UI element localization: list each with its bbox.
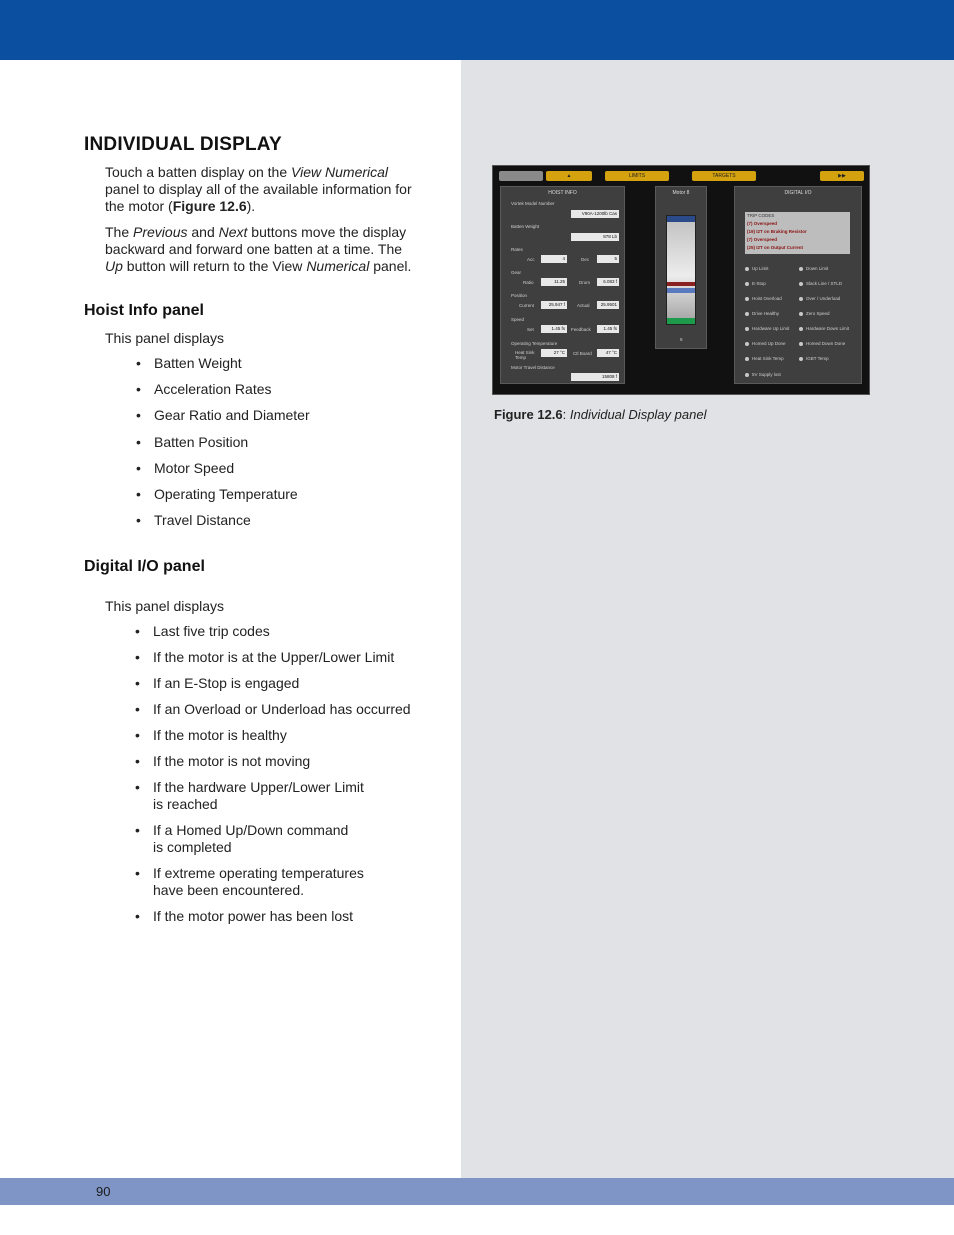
dio-label: 5V Supply lost — [752, 372, 781, 377]
trip-code: (7) Overspeed — [747, 221, 778, 226]
status-led-icon — [799, 267, 803, 271]
actual-label: Actual — [577, 303, 590, 308]
feedback-label: Feedback — [571, 327, 591, 332]
status-led-icon — [745, 267, 749, 271]
status-led-icon — [799, 327, 803, 331]
list-item: • Last five trip codes — [135, 623, 435, 640]
heatsink-label: Heat Sink Temp — [515, 350, 535, 360]
drum-label: Drum — [579, 280, 590, 285]
weight-value: 878 Lb — [571, 233, 619, 241]
dio-label: Homed Down Done — [806, 341, 846, 346]
ratio-value: 11.25 — [541, 278, 567, 286]
actual-value: 25.9501 — [597, 301, 619, 309]
acc-value: 4 — [541, 255, 567, 263]
numerical-term: Numerical — [306, 258, 370, 274]
dio-label: Heat Sink Temp — [752, 356, 784, 361]
travel-label: Motor Travel Distance — [511, 365, 555, 370]
travel-value: 15808 f — [571, 373, 619, 381]
intro-text: Touch a batten display on the — [105, 164, 292, 180]
navigation-paragraph — [105, 224, 415, 275]
status-led-icon — [745, 357, 749, 361]
figure-caption: Figure 12.6: Individual Display panel — [494, 407, 707, 422]
dio-label: IGBT Temp — [806, 356, 829, 361]
status-led-icon — [745, 297, 749, 301]
model-label: Vortek Model Number — [511, 201, 555, 206]
header-bar — [0, 0, 954, 60]
toolbar-previous-button — [499, 171, 543, 181]
upper-limit-marker — [667, 216, 695, 222]
status-led-icon — [799, 357, 803, 361]
nav-text-3: buttons move the display backward and forward one batten at a time. The — [105, 224, 407, 257]
hoist-info-subpanel — [500, 186, 625, 384]
trip-code: (19) I2T on Braking Resistor — [747, 229, 807, 234]
toolbar-limits-button: LIMITS — [605, 171, 669, 181]
nav-text-4: button will return to the View — [122, 258, 307, 274]
status-led-icon — [745, 342, 749, 346]
lower-limit-marker — [667, 318, 695, 324]
intro-text-2: panel to display all of the available information for the motor ( — [105, 181, 412, 214]
ratio-label: Ratio — [523, 280, 534, 285]
dio-label: Hoist Overload — [752, 296, 782, 301]
speed-label: Speed — [511, 317, 525, 322]
list-item: • Motor Speed — [136, 460, 310, 477]
hoist-info-heading: Hoist Info panel — [84, 302, 204, 319]
status-led-icon — [745, 373, 749, 377]
batten-position-bar — [666, 215, 696, 325]
list-item: • Batten Position — [136, 434, 310, 451]
rates-label: Rates — [511, 247, 523, 252]
dio-label: Homed Up Done — [752, 341, 786, 346]
dec-value: 5 — [597, 255, 619, 263]
hoist-info-list — [136, 355, 310, 538]
previous-term: Previous — [133, 224, 188, 240]
intro-paragraph — [105, 164, 415, 215]
list-item: • If the motor power has been lost — [135, 908, 435, 925]
acc-label: Acc — [527, 257, 535, 262]
current-value: 25.947 f — [541, 301, 567, 309]
set-value: 1.45 fs — [541, 325, 567, 333]
list-item: • Operating Temperature — [136, 486, 310, 503]
digital-io-heading: Digital I/O panel — [84, 558, 205, 575]
list-item: • If an E-Stop is engaged — [135, 675, 435, 692]
dio-label: Hardware Down Limit — [806, 326, 850, 331]
status-led-icon — [745, 312, 749, 316]
dio-label: Down Limit — [806, 266, 829, 271]
list-item: • If the motor is not moving — [135, 753, 435, 770]
dio-label: Drive Healthy — [752, 311, 780, 316]
status-led-icon — [799, 297, 803, 301]
dio-label: Up Limit — [752, 266, 769, 271]
nav-text-5: panel. — [369, 258, 412, 274]
ctl-board-label: Ctl Board — [573, 351, 592, 356]
temperature-label: Operating Temperature — [511, 341, 558, 346]
list-item: • Gear Ratio and Diameter — [136, 407, 310, 424]
feedback-value: 1.45 fs — [597, 325, 619, 333]
list-item: • If the motor is healthy — [135, 727, 435, 744]
digital-io-list — [135, 623, 435, 934]
trip-code: (25) I2T on Output Current — [747, 245, 803, 250]
gear-label: Gear — [511, 270, 522, 275]
nav-text-2: and — [187, 224, 219, 240]
dec-label: Dec — [581, 257, 590, 262]
status-led-icon — [799, 282, 803, 286]
nav-text: The — [105, 224, 134, 240]
digital-io-lead: This panel displays — [105, 598, 225, 614]
list-item: • If an Overload or Underload has occurred — [135, 701, 435, 718]
trip-codes-box — [745, 212, 850, 254]
motor-number: 8 — [680, 337, 683, 342]
status-led-icon — [799, 342, 803, 346]
list-item: • If a Homed Up/Down command is completed — [135, 822, 360, 856]
digital-io-title: DIGITAL I/O — [784, 190, 812, 196]
dio-label: E-Stop — [752, 281, 766, 286]
position-label: Position — [511, 293, 528, 298]
weight-label: Batten Weight — [511, 224, 540, 229]
intro-emph: View Numerical — [291, 164, 389, 180]
model-value: V90A-1200lb Cas — [571, 210, 619, 218]
status-led-icon — [745, 327, 749, 331]
toolbar-up-button: ▲ — [546, 171, 592, 181]
section-title: INDIVIDUAL DISPLAY — [84, 134, 282, 155]
toolbar-targets-button: TARGETS — [692, 171, 756, 181]
digital-io-subpanel — [734, 186, 862, 384]
footer-bar — [0, 1178, 954, 1205]
drum-value: 6.083 f — [597, 278, 619, 286]
list-item: • Batten Weight — [136, 355, 310, 372]
figure-caption-text: Individual Display panel — [569, 407, 707, 422]
individual-display-screenshot — [492, 165, 870, 395]
dio-label: Hardware Up Limit — [752, 326, 790, 331]
motor-title: Motor 8 — [672, 190, 690, 196]
status-led-icon — [745, 282, 749, 286]
heatsink-value: 27 °C — [541, 349, 567, 357]
list-item: • If extreme operating temperatures have been encountered. — [135, 865, 365, 899]
trip-code: TRIP CODES — [747, 213, 775, 218]
set-label: Set — [527, 327, 534, 332]
motor-column-subpanel — [655, 186, 707, 349]
hoist-info-title: HOIST INFO — [548, 190, 577, 196]
figure-reference: Figure 12.6 — [172, 198, 247, 214]
up-term: Up — [105, 258, 123, 274]
status-led-icon — [799, 312, 803, 316]
list-item: • If the motor is at the Upper/Lower Limit — [135, 649, 435, 666]
toolbar-next-button: ▶▶ — [820, 171, 864, 181]
current-label: Current — [519, 303, 535, 308]
next-term: Next — [218, 224, 248, 240]
page-number: 90 — [96, 1184, 111, 1199]
figure-caption-label: Figure 12.6 — [494, 407, 563, 422]
ctl-board-value: 47 °C — [597, 349, 619, 357]
hoist-info-lead: This panel displays — [105, 330, 225, 346]
dio-label: Slack Line / STLD — [806, 281, 843, 286]
list-item: • If the hardware Upper/Lower Limit is reached — [135, 779, 370, 813]
trip-code: (7) Overspeed — [747, 237, 778, 242]
dio-label: Zero Speed — [806, 311, 830, 316]
intro-text-3: ). — [246, 198, 256, 214]
list-item: • Acceleration Rates — [136, 381, 310, 398]
dio-label: Over / Underload — [806, 296, 841, 301]
batten-target-marker — [667, 288, 695, 293]
list-item: • Travel Distance — [136, 512, 310, 529]
batten-position-marker — [667, 282, 695, 286]
